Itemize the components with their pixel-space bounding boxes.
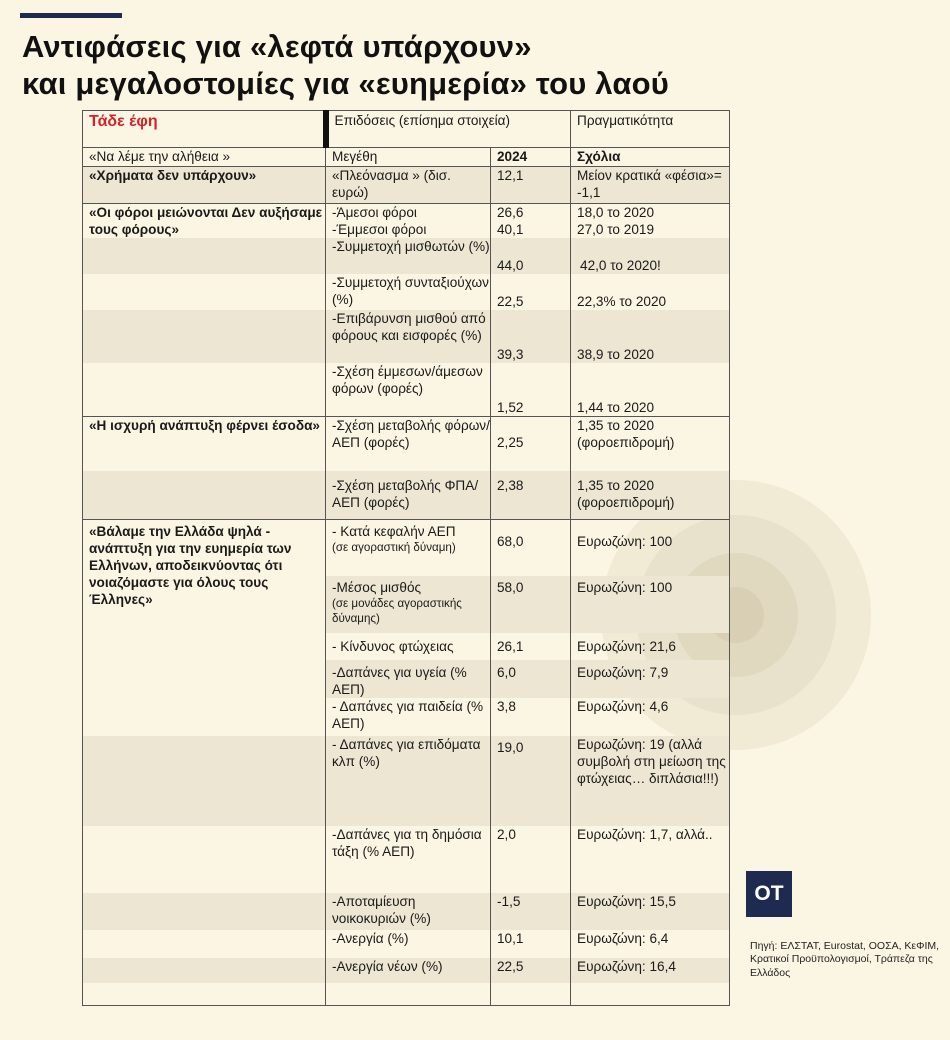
- comment-cell: Ευρωζώνη: 100: [571, 519, 730, 576]
- table-row: [83, 310, 730, 363]
- table-row: [83, 826, 730, 893]
- metric-cell: [326, 519, 491, 576]
- claim-cell: [83, 274, 326, 310]
- claim-cell: «Η ισχυρή ανάπτυξη φέρνει έσοδα»: [83, 416, 326, 471]
- table-row: [83, 471, 730, 519]
- metric-cell: -Δαπάνες για τη δημόσια τάξη (% ΑΕΠ): [326, 826, 491, 893]
- table-row: [83, 930, 730, 958]
- metric-cell: -Συμμετοχή συνταξιούχων (%): [326, 274, 491, 310]
- header-col4: Πραγματικότητα: [571, 111, 730, 148]
- value-cell: 3,8: [491, 698, 571, 736]
- comment-cell: Μείον κρατικά «φέσια»= -1,1: [571, 167, 730, 204]
- metric-cell: - Δαπάνες για επιδόματα κλπ (%): [326, 736, 491, 826]
- claim-cell: [83, 310, 326, 363]
- claim-cell: [83, 471, 326, 519]
- comment-cell: Ευρωζώνη: 21,6: [571, 633, 730, 660]
- subheader-col2: Μεγέθη: [326, 148, 491, 167]
- table-row: [83, 238, 730, 274]
- metric-cell: -Σχέση μεταβολής ΦΠΑ/ΑΕΠ (φορές): [326, 471, 491, 519]
- comparison-table: [82, 110, 730, 1006]
- table-row: [83, 363, 730, 416]
- value-cell: 10,1: [491, 930, 571, 958]
- metric-cell: «Πλεόνασμα » (δισ. ευρώ): [326, 167, 491, 204]
- claim-cell: [83, 826, 326, 893]
- table-row: [83, 983, 730, 1005]
- value-cell: 39,3: [491, 310, 571, 363]
- value-cell: 12,1: [491, 167, 571, 204]
- claim-cell: «Χρήματα δεν υπάρχουν»: [83, 167, 326, 204]
- table-row: [83, 204, 730, 222]
- table-header: [83, 111, 730, 148]
- value-cell: 58,0: [491, 576, 571, 633]
- table-row: [83, 698, 730, 736]
- claim-cell: [83, 736, 326, 826]
- comment-cell: 1,44 το 2020: [571, 363, 730, 416]
- claim-cell: [83, 698, 326, 736]
- metric-cell: -Σχέση έμμεσων/άμεσων φόρων (φορές): [326, 363, 491, 416]
- title-line-1: Αντιφάσεις για «λεφτά υπάρχουν»: [22, 29, 532, 64]
- comment-cell: 18,0 το 2020: [571, 204, 730, 222]
- comment-cell: [571, 983, 730, 1005]
- metric-note: (σε αγοραστική δύναμη): [332, 540, 456, 554]
- metric-cell: -Έμμεσοι φόροι: [326, 221, 491, 238]
- claim-cell: [83, 893, 326, 930]
- comment-cell: Ευρωζώνη: 1,7, αλλά..: [571, 826, 730, 893]
- value-cell: 6,0: [491, 660, 571, 698]
- comment-cell: 27,0 το 2019: [571, 221, 730, 238]
- claim-cell: «Οι φόροι μειώνονται Δεν αυξήσαμε τους φόρους»: [83, 204, 326, 239]
- claim-cell: [83, 930, 326, 958]
- value-cell: 2,25: [491, 416, 571, 471]
- table-row: [83, 167, 730, 204]
- claim-cell: [83, 958, 326, 983]
- subheader-col1: «Να λέμε την αλήθεια »: [83, 148, 326, 167]
- value-cell: 19,0: [491, 736, 571, 826]
- claim-cell: [83, 363, 326, 416]
- claim-cell: [83, 238, 326, 274]
- value-cell: 40,1: [491, 221, 571, 238]
- metric-cell: [326, 576, 491, 633]
- comment-cell: Ευρωζώνη: 4,6: [571, 698, 730, 736]
- value-cell: 22,5: [491, 274, 571, 310]
- header-col2: Επιδόσεις (επίσημα στοιχεία): [326, 111, 571, 148]
- source-note: Πηγή: ΕΛΣΤΑΤ, Eurostat, ΟΟΣΑ, ΚεΦΙΜ, Κρατικοί Προϋπολογισμοί, Τράπεζα της Ελλάδος: [750, 940, 940, 979]
- comment-cell: 1,35 το 2020 (φοροεπιδρομή): [571, 471, 730, 519]
- value-cell: 1,52: [491, 363, 571, 416]
- metric-note: (σε μονάδες αγοραστικής δύναμης): [332, 597, 462, 625]
- metric-cell: -Επιβάρυνση μισθού από φόρους και εισφορές (%): [326, 310, 491, 363]
- metric-cell: -Ανεργία (%): [326, 930, 491, 958]
- subheader-col3: 2024: [491, 148, 571, 167]
- value-cell: [491, 983, 571, 1005]
- subheader-col4: Σχόλια: [571, 148, 730, 167]
- comment-cell: 22,3% το 2020: [571, 274, 730, 310]
- value-cell: 26,1: [491, 633, 571, 660]
- metric-cell: [326, 983, 491, 1005]
- value-cell: 26,6: [491, 204, 571, 222]
- metric-cell: - Δαπάνες για παιδεία (% ΑΕΠ): [326, 698, 491, 736]
- comment-cell: Ευρωζώνη: 7,9: [571, 660, 730, 698]
- comment-cell: Ευρωζώνη: 19 (αλλά συμβολή στη μείωση της φτώχειας… διπλάσια!!!): [571, 736, 730, 826]
- metric-label: - Κατά κεφαλήν ΑΕΠ: [332, 523, 456, 539]
- comment-cell: Ευρωζώνη: 100: [571, 576, 730, 633]
- claim-cell: «Βάλαμε την Ελλάδα ψηλά - ανάπτυξη για την ευημερία των Ελλήνων, αποδεικνύοντας ότι νοιαζόμαστε για όλους τους Έλληνες»: [83, 519, 326, 698]
- value-cell: 44,0: [491, 238, 571, 274]
- value-cell: 2,0: [491, 826, 571, 893]
- ot-logo: ΟΤ: [746, 871, 792, 917]
- table-row: [83, 958, 730, 983]
- comment-cell: 1,35 το 2020 (φοροεπιδρομή): [571, 416, 730, 471]
- comment-cell: 38,9 το 2020: [571, 310, 730, 363]
- value-cell: 2,38: [491, 471, 571, 519]
- metric-cell: -Συμμετοχή μισθωτών (%): [326, 238, 491, 274]
- metric-cell: -Σχέση μεταβολής φόρων/ΑΕΠ (φορές): [326, 416, 491, 471]
- table-row: [83, 519, 730, 576]
- table-row: [83, 893, 730, 930]
- top-accent-bar: [20, 13, 122, 18]
- value-cell: 22,5: [491, 958, 571, 983]
- claim-cell: [83, 983, 326, 1005]
- metric-label: -Μέσος μισθός: [332, 580, 422, 595]
- metric-cell: -Ανεργία νέων (%): [326, 958, 491, 983]
- comment-cell: Ευρωζώνη: 6,4: [571, 930, 730, 958]
- comment-cell: Ευρωζώνη: 16,4: [571, 958, 730, 983]
- comment-cell: 42,0 το 2020!: [571, 238, 730, 274]
- comment-cell: Ευρωζώνη: 15,5: [571, 893, 730, 930]
- table-row: [83, 416, 730, 471]
- metric-cell: -Άμεσοι φόροι: [326, 204, 491, 222]
- page-title: [22, 28, 669, 102]
- table-subheader: [83, 148, 730, 167]
- table-row: [83, 274, 730, 310]
- value-cell: -1,5: [491, 893, 571, 930]
- header-col1: Τάδε έφη: [83, 111, 326, 148]
- table-row: [83, 736, 730, 826]
- metric-cell: -Αποταμίευση νοικοκυριών (%): [326, 893, 491, 930]
- metric-cell: - Κίνδυνος φτώχειας: [326, 633, 491, 660]
- metric-cell: -Δαπάνες για υγεία (% ΑΕΠ): [326, 660, 491, 698]
- value-cell: 68,0: [491, 519, 571, 576]
- title-line-2: και μεγαλοστομίες για «ευημερία» του λαού: [22, 66, 669, 101]
